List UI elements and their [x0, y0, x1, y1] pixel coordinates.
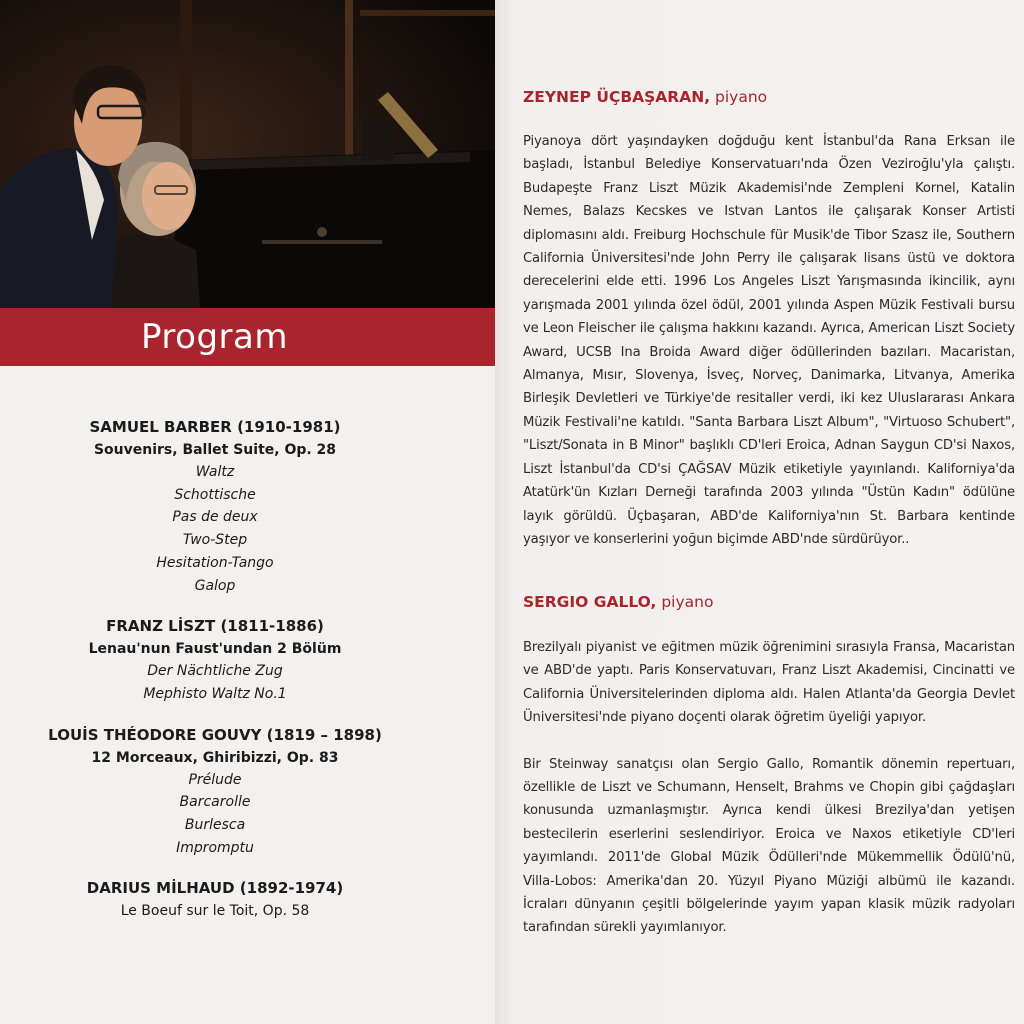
movement: Mephisto Waltz No.1 [143, 685, 287, 702]
program-list [0, 416, 430, 940]
composer-name: SAMUEL BARBER (1910-1981) [89, 418, 341, 436]
bio-paragraph: Piyanoya dört yaşındayken doğduğu kent İstanbul'da Rana Erksan ile başladı, İstanbul Belediye Konservatuarı'nda Özen Veziroğlu'yla çalıştı. Budapeşte Franz Liszt Müzik Akademisi'nde Zempleni Kornel, Katalin Nemes, Balazs Kecskes ve Istvan Lantos ile çalışarak Konser Artisti diplomasını aldı. Freiburg Hochschule für Musik'de Tibor Szasz ile, Southern California Üniversitesi'nde John Perry ile çalışarak lisans üstü ve doktora derecelerini elde etti. 1996 Los Angeles Liszt Yarışmasında ikincilik, aynı yarışmada 2001 yılında özel ödül, 2001 yılında Aspen Müzik Festivali bursu ve Leon Fleischer ile çalışma hakkını kazandı. Ayrıca, American Liszt Society Award, UCSB Ina Broida Award diğer ödüllerinden bazıları. Macaristan, Almanya, Mısır, Slovenya, İsveç, Norveç, Danimarka, Litvanya, Amerika Birleşik Devletleri ve Türkiye'de resitaller verdi, iki kez Uluslararası Ankara Müzik Festivali'ne katıldı. "Santa Barbara Liszt Album", "Virtuoso Schubert", "Liszt/Sonata in B Minor" başlıklı CD'leri Eroica, Adnan Saygun CD'si Naxos, Liszt İstanbul'da CD'si ÇAĞSAV Müzik etiketiyle yayınlandı. Kaliforniya'da Atatürk'ün Kızları Derneği tarafında 2003 yılında "Üstün Kadın" ödülüne layık görüldü. Üçbaşaran, ABD'de Kaliforniya'nın St. Barbara kentinde yaşıyor ve konserlerini yoğun biçimde ABD'nde sürdürüyor.. [523, 134, 1015, 547]
program-title: Program [141, 317, 288, 357]
movement: Schottische [174, 486, 256, 503]
bio-paragraph: Brezilyalı piyanist ve eğitmen müzik öğrenimini sırasıyla Fransa, Macaristan ve ABD'de yaptı. Paris Konservatuvarı, Franz Liszt Akademisi, Cincinatti ve California Üniversitelerinden diploma aldı. Halen Atlanta'da Georgia Devlet Üniversitesi'nde piyano doçenti olarak öğretim üyeliği yapıyor. [523, 640, 1015, 726]
program-work [0, 615, 430, 705]
composer-name: DARIUS MİLHAUD (1892-1974) [86, 879, 344, 898]
artist-role: piyano [710, 88, 768, 106]
bio-zeynep [523, 88, 1015, 551]
movement: Burlesca [184, 817, 246, 834]
movement: Two-Step [182, 532, 248, 549]
movement: Barcarolle [179, 794, 251, 811]
piece-title: Souvenirs, Ballet Suite, Op. 28 [93, 442, 337, 458]
movement: Hesitation-Tango [156, 554, 274, 571]
right-page [495, 0, 1024, 1024]
program-work [0, 877, 430, 922]
pianists-photo-illustration [0, 0, 495, 308]
artist-name: SERGIO GALLO, [523, 593, 657, 611]
bio-heading [523, 88, 1015, 106]
program-work [0, 416, 430, 597]
movement: Pas de deux [172, 509, 258, 526]
movement: Impromptu [176, 839, 254, 856]
movement: Waltz [195, 464, 235, 480]
piece-title: Le Boeuf sur le Toit, Op. 58 [120, 903, 310, 920]
bio-heading [523, 593, 1015, 611]
program-work [0, 724, 430, 860]
composer-name: FRANZ LİSZT (1811-1886) [106, 617, 324, 636]
movement: Der Nächtliche Zug [147, 663, 283, 680]
bio-paragraph: Bir Steinway sanatçısı olan Sergio Gallo, Romantik dönemin repertuarı, özellikle de Liszt ve Schumann, Henselt, Brahms ve Chopin gibi çağdaşları konusunda uzmanlaşmıştır. Ayrıca kendi ülkesi Brezilya'dan yetişen bestecilerin eserlerini seslendiriyor. Eroica ve Naxos etiketiyle CD'leri yayımlandı. 2011'de Global Müzik Ödülleri'nde Mükemmellik Ödülü'nü, Villa-Lobos: Amerika'dan 20. Yüzyıl Piyano Müziği albümü ile kazandı. İcraları dünyanın çeşitli bölgelerinde yayım yapan klasik müzik radyoları tarafından sürekli yayımlanıyor. [523, 756, 1015, 936]
bio-sergio [523, 593, 1015, 940]
program-banner [0, 308, 495, 366]
pianists-photo [0, 0, 495, 308]
artist-name: ZEYNEP ÜÇBAŞARAN, [523, 88, 711, 106]
piece-title: 12 Morceaux, Ghiribizzi, Op. 83 [91, 749, 339, 766]
artist-role: piyano [656, 593, 714, 611]
composer-name: LOUİS THÉODORE GOUVY (1819 – 1898) [48, 725, 382, 744]
left-page [0, 0, 495, 1024]
movement: Prélude [188, 771, 242, 788]
movement: Galop [194, 577, 236, 594]
piece-title: Lenau'nun Faust'undan 2 Bölüm [88, 641, 342, 658]
